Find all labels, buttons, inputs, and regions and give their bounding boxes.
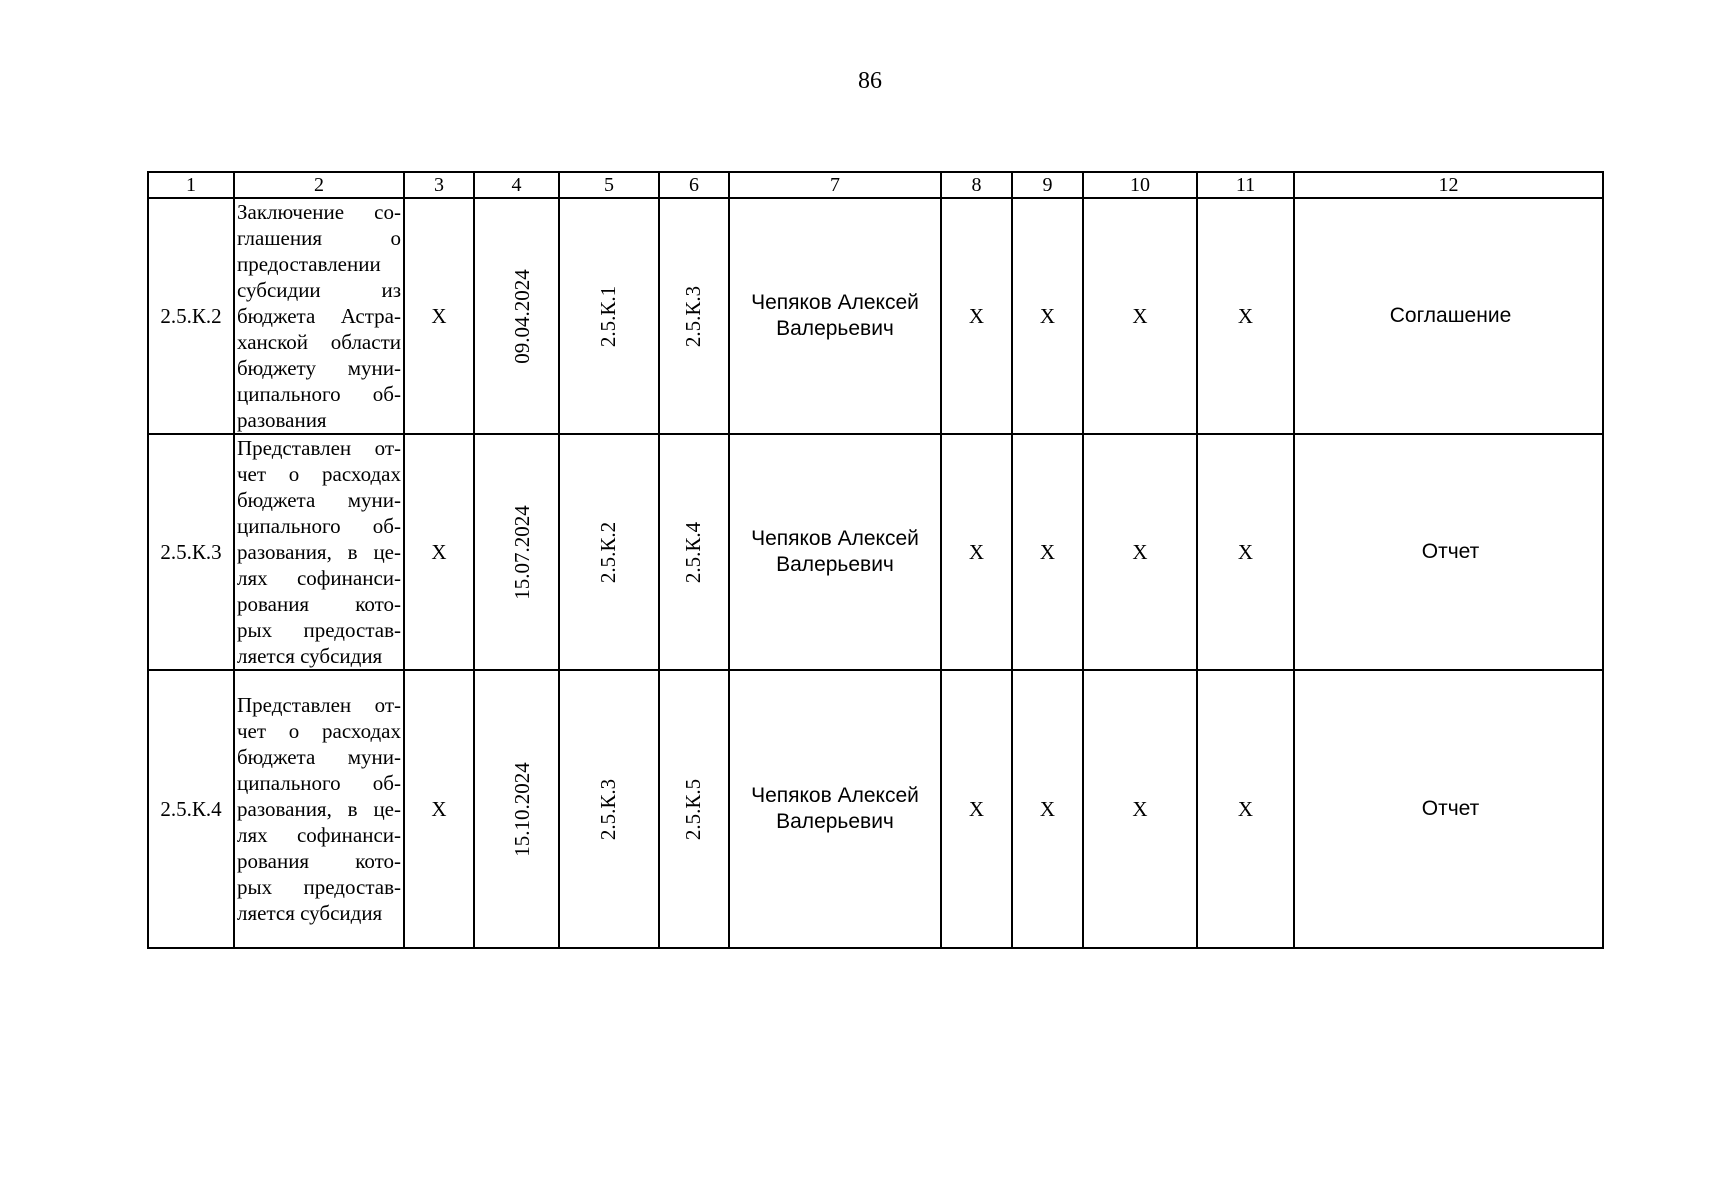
description-line: рования кото- [237,592,401,616]
row-col3-mark: X [404,434,474,670]
row-col11-mark: X [1197,670,1294,948]
row-col10-mark: X [1083,670,1197,948]
row-col8-mark: X [941,434,1012,670]
description-line: ципального об- [237,382,401,406]
column-header-3: 3 [404,172,474,198]
row-col9-mark: X [1012,434,1083,670]
column-header-1: 1 [148,172,234,198]
description-line: лях софинанси- [237,566,401,590]
description-line: бюджета муни- [237,745,401,769]
row-date-cell [474,198,559,434]
row-result: Отчет [1294,670,1603,948]
column-header-2: 2 [234,172,404,198]
description-line: бюджета Астра- [237,304,401,328]
table-row [148,670,1603,948]
description-line: чет о расходах [237,462,401,486]
row-next-code: 2.5.К.3 [681,285,706,347]
description-line: Представлен от- [237,693,401,717]
row-date: 09.04.2024 [509,268,534,364]
column-header-4: 4 [474,172,559,198]
row-col8-mark: X [941,670,1012,948]
row-prev-cell [559,434,659,670]
description-line: ципального об- [237,771,401,795]
table-row [148,198,1603,434]
row-date-cell [474,670,559,948]
column-header-10: 10 [1083,172,1197,198]
row-col3-mark: X [404,670,474,948]
description-line: ляется субсидия [237,644,383,668]
row-col9-mark: X [1012,670,1083,948]
row-col9-mark: X [1012,198,1083,434]
table-row [148,434,1603,670]
row-date: 15.07.2024 [509,504,534,600]
row-code: 2.5.К.2 [148,198,234,434]
description-line: субсидии из [237,278,401,302]
column-header-11: 11 [1197,172,1294,198]
description-line: бюджету муни- [237,356,401,380]
column-header-8: 8 [941,172,1012,198]
row-responsible-person [729,670,941,948]
row-prev-cell [559,198,659,434]
row-col10-mark: X [1083,198,1197,434]
person-name-line1: Чепяков Алексей [751,291,919,314]
row-prev-code: 2.5.К.2 [596,521,621,583]
person-name-line2: Валерьевич [776,810,894,833]
header-row [148,172,1603,198]
description-line: бюджета муни- [237,488,401,512]
row-code: 2.5.К.3 [148,434,234,670]
description-line: рования кото- [237,849,401,873]
row-description [234,670,404,948]
person-name-line2: Валерьевич [776,553,894,576]
row-next-code: 2.5.К.5 [681,778,706,840]
description-line: чет о расходах [237,719,401,743]
row-responsible-person [729,434,941,670]
row-prev-code: 2.5.К.1 [596,285,621,347]
description-line: разования, в це- [237,797,401,821]
description-line: разования, в це- [237,540,401,564]
row-date: 15.10.2024 [509,761,534,857]
column-header-7: 7 [729,172,941,198]
row-description [234,434,404,670]
row-next-code: 2.5.К.4 [681,521,706,583]
person-name-line2: Валерьевич [776,317,894,340]
description-line: глашения о [237,226,401,250]
row-col3-mark: X [404,198,474,434]
person-name-line1: Чепяков Алексей [751,784,919,807]
description-line: Заключение со- [237,200,401,224]
row-next-cell [659,198,729,434]
page-number: 86 [858,68,882,94]
row-prev-code: 2.5.К.3 [596,778,621,840]
column-header-6: 6 [659,172,729,198]
row-code: 2.5.К.4 [148,670,234,948]
description-line: ципального об- [237,514,401,538]
row-col8-mark: X [941,198,1012,434]
row-next-cell [659,434,729,670]
description-line: ханской области [237,330,401,354]
row-description [234,198,404,434]
column-header-12: 12 [1294,172,1603,198]
column-header-9: 9 [1012,172,1083,198]
row-col10-mark: X [1083,434,1197,670]
row-col11-mark: X [1197,198,1294,434]
description-line: рых предостав- [237,618,401,642]
row-col11-mark: X [1197,434,1294,670]
row-date-cell [474,434,559,670]
description-line: ляется субсидия [237,901,383,925]
row-next-cell [659,670,729,948]
column-header-5: 5 [559,172,659,198]
description-line: разования [237,408,327,432]
description-line: рых предостав- [237,875,401,899]
data-table [147,171,1604,949]
description-line: предоставлении [237,252,381,276]
row-result: Отчет [1294,434,1603,670]
description-line: Представлен от- [237,436,401,460]
row-prev-cell [559,670,659,948]
person-name-line1: Чепяков Алексей [751,527,919,550]
row-result: Соглашение [1294,198,1603,434]
row-responsible-person [729,198,941,434]
description-line: лях софинанси- [237,823,401,847]
